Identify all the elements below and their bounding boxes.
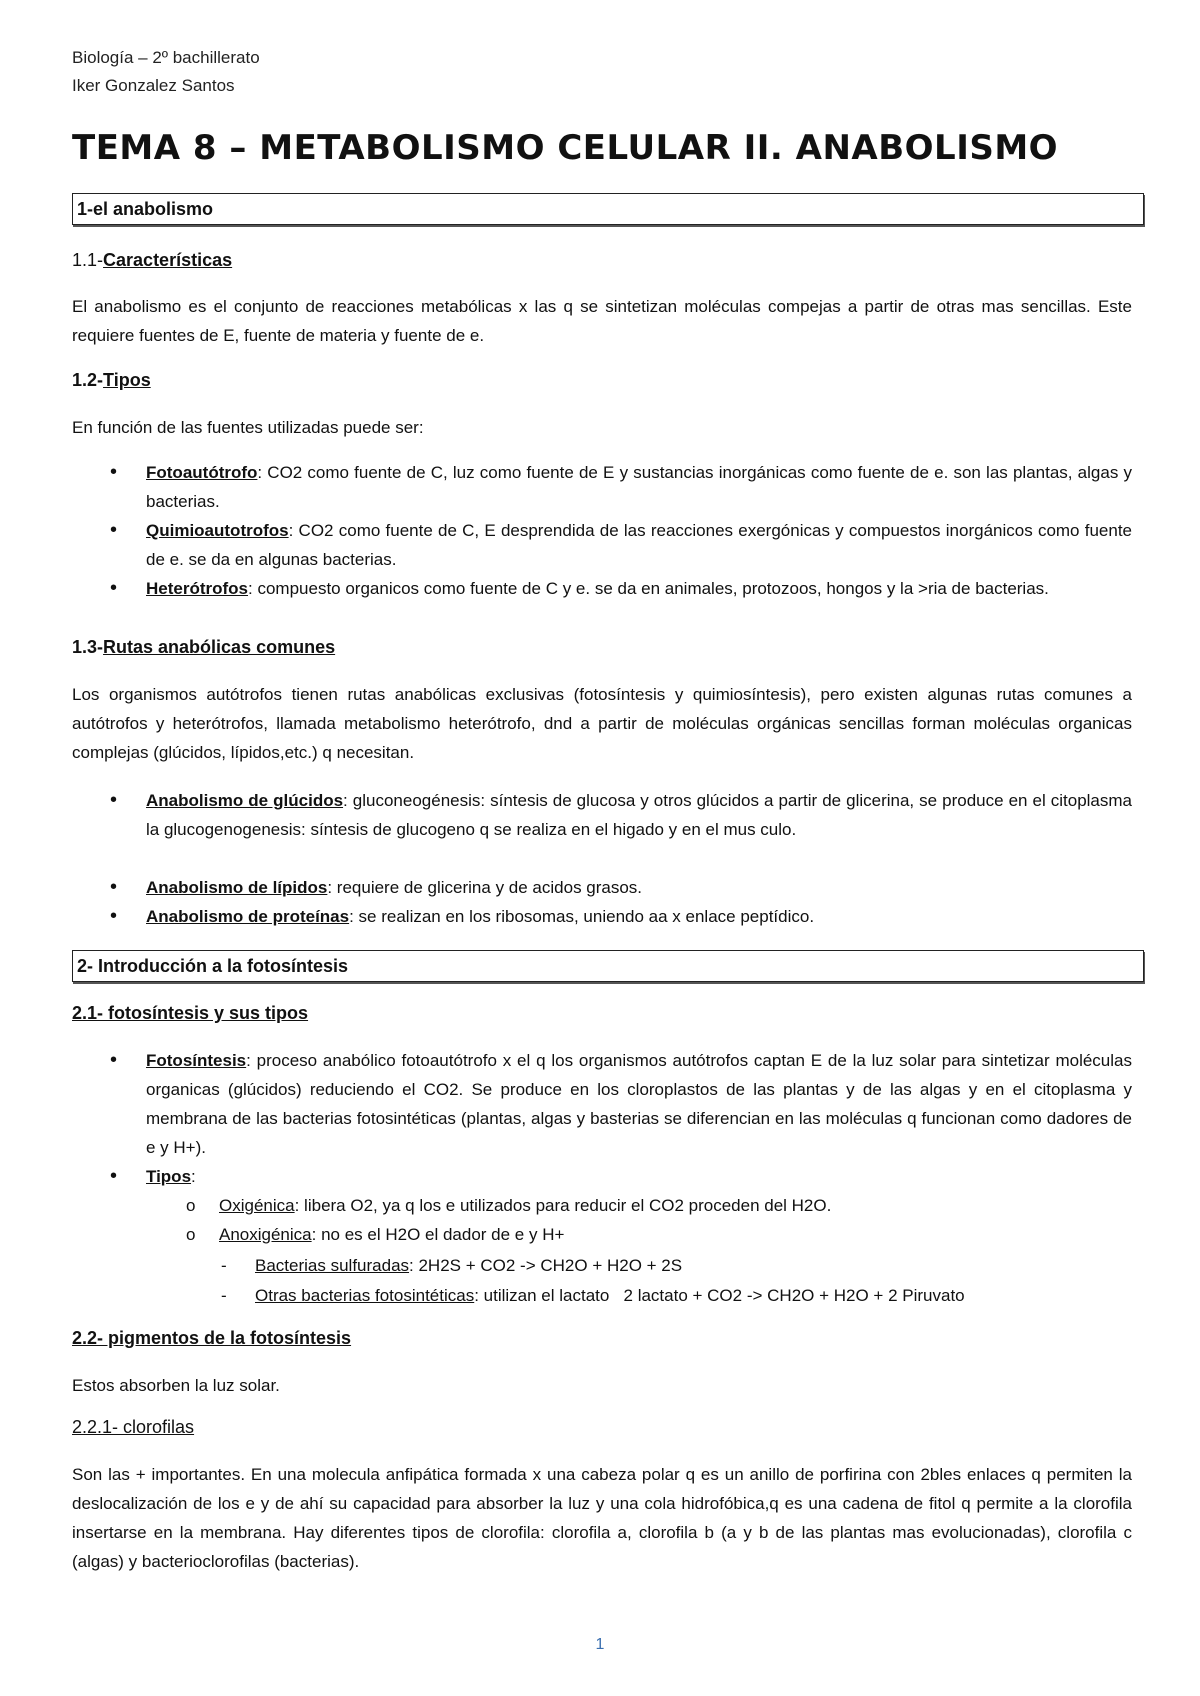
paragraph-2-2-1: Son las + importantes. En una molecula anfipática formada x una cabeza polar q es un anillo de porfirina con 2bles enlaces q permiten la deslocalización de los e y de ahí su capacidad para absorber la luz y una cola hidrofóbica,q es una cadena de fitol q permite a la clorofila insertarse en la membrana. Hay diferentes tipos de clorofila: clorofila a, clorofila b (a y b de las plantas mas evolucionadas), clorofila c (algas) y bacterioclorofilas (bacterias).: [72, 1465, 1132, 1571]
list-item-route-1: • Anabolismo de glúcidos: gluconeogénesis: síntesis de glucosa y otros glúcidos a partir de glicerina, se produce en el citoplasma la glucogenogenesis: síntesis de glucogeno q se realiza en el higado y en el mus culo.: [146, 786, 1132, 844]
list-item-type-1: • Fotoautótrofo: CO2 como fuente de C, luz como fuente de E y sustancias inorgánicas como fuente de e. son las plantas, algas y bacterias.: [146, 458, 1132, 516]
section-heading-2: 2- Introducción a la fotosíntesis: [72, 950, 1144, 982]
document-header: [72, 44, 260, 100]
paragraph-2-2: Estos absorben la luz solar.: [72, 1376, 280, 1395]
list-item-route-2: • Anabolismo de lípidos: requiere de glicerina y de acidos grasos.: [146, 873, 1132, 902]
sublist-item-oxigenica: o Oxigénica: libera O2, ya q los e utilizados para reducir el CO2 proceden del H2O.: [219, 1191, 831, 1220]
list-item-route-3: • Anabolismo de proteínas: se realizan en los ribosomas, uniendo aa x enlace peptídico.: [146, 902, 1132, 931]
list-item-type-2: • Quimioautotrofos: CO2 como fuente de C, E desprendida de las reacciones exergónicas y compuestos inorgánicos como fuente de e. se da en algunas bacterias.: [146, 516, 1132, 574]
subheading-1-2: 1.2-Tipos: [72, 370, 151, 390]
paragraph-1-2-intro: En función de las fuentes utilizadas puede ser:: [72, 418, 424, 437]
sublist-item-anoxigenica: o Anoxigénica: no es el H2O el dador de e y H+: [219, 1220, 564, 1249]
section-heading-1: 1-el anabolismo: [72, 193, 1144, 225]
subheading-1-3: 1.3-Rutas anabólicas comunes: [72, 637, 336, 657]
subheading-2-2: 2.2- pigmentos de la fotosíntesis: [72, 1328, 352, 1348]
list-item-fotosintesis: • Fotosíntesis: proceso anabólico fotoautótrofo x el q los organismos autótrofos captan E de la luz solar para sintetizar moléculas organicas (glúcidos) reduciendo el CO2. Se produce en los cloroplastos de las plantas y de las algas y en el citoplasma y membrana de las bacterias fotosintéticas (plantas, algas y basterias se diferencian en las moléculas q funcionan como dadores de e y H+).: [146, 1046, 1132, 1162]
list-item-type-3: • Heterótrofos: compuesto organicos como fuente de C y e. se da en animales, protozoos, hongos y la >ria de bacterias.: [146, 574, 1132, 603]
subheading-2-1: 2.1- fotosíntesis y sus tipos: [72, 1003, 309, 1023]
paragraph-1-1: El anabolismo es el conjunto de reacciones metabólicas x las q se sintetizan moléculas compejas a partir de otras mas sencillas. Este requiere fuentes de E, fuente de materia y fuente de e.: [72, 297, 1132, 345]
header-course: Biología – 2º bachillerato: [72, 48, 260, 67]
dash-item-otras-bacterias: - Otras bacterias fotosintéticas: utilizan el lactato 2 lactato + CO2 -> CH2O + H2O + 2 Piruvato: [255, 1281, 965, 1310]
subheading-1-1: 1.1-Características: [72, 250, 233, 270]
subheading-2-2-1: 2.2.1- clorofilas: [72, 1417, 195, 1437]
paragraph-1-3: Los organismos autótrofos tienen rutas anabólicas exclusivas (fotosíntesis y quimiosíntesis), pero existen algunas rutas comunes a autótrofos y heterótrofos, llamada metabolismo heterótrofo, dnd a partir de moléculas orgánicas sencillas forman moléculas organicas complejas (glúcidos, lípidos,etc.) q necesitan.: [72, 685, 1132, 762]
page-number: 1: [595, 1636, 605, 1653]
dash-item-bacterias-sulfuradas: - Bacterias sulfuradas: 2H2S + CO2 -> CH2O + H2O + 2S: [255, 1251, 682, 1280]
header-author: Iker Gonzalez Santos: [72, 76, 235, 95]
list-item-tipos: • Tipos:: [146, 1162, 1132, 1191]
page-title: TEMA 8 – METABOLISMO CELULAR II. ANABOLISMO: [72, 128, 1059, 168]
